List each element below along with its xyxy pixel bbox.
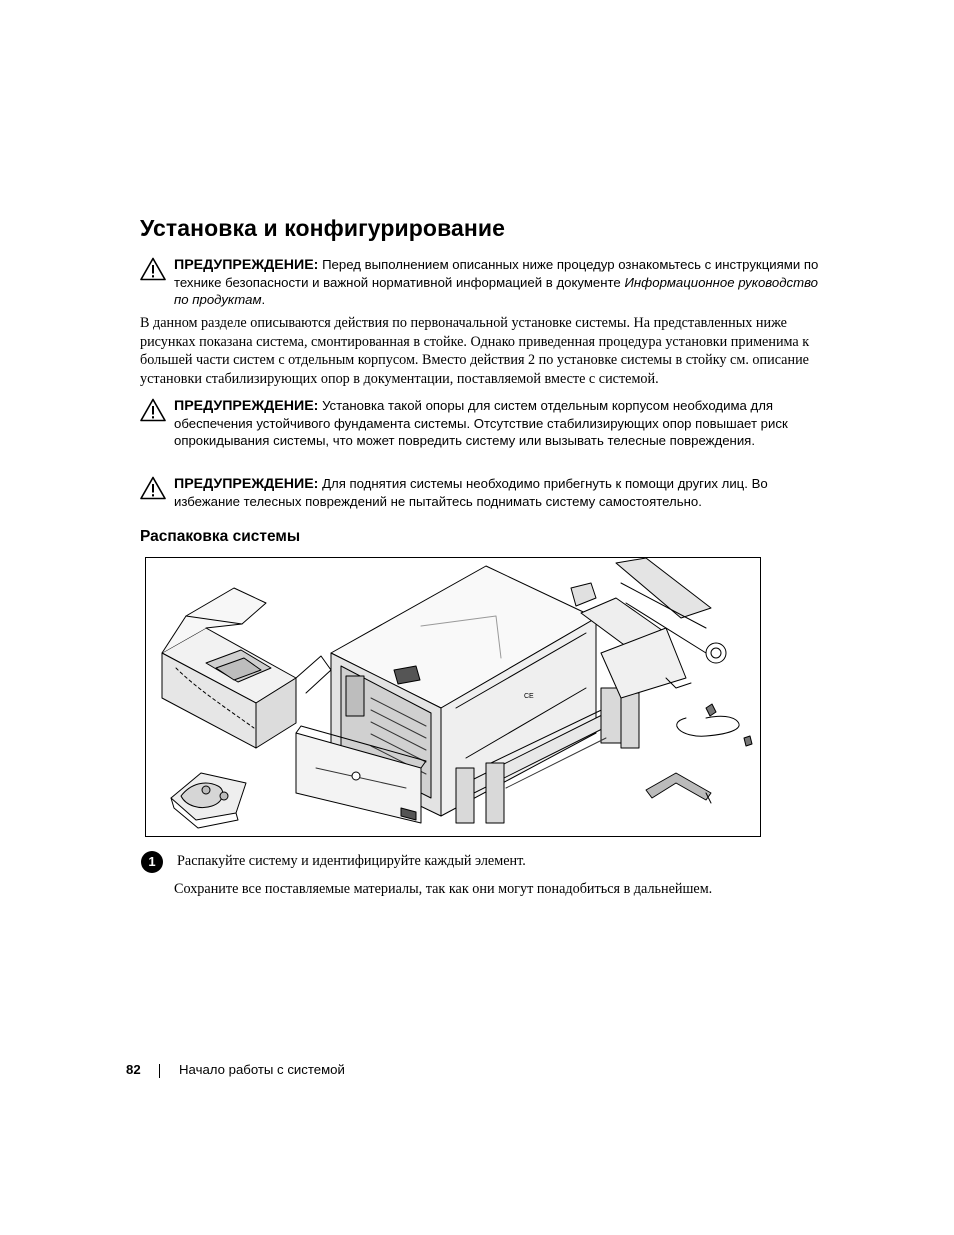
warning-label: ПРЕДУПРЕЖДЕНИЕ: [174, 257, 319, 273]
foam-insert-drawing [171, 773, 246, 828]
warning-block-2 [140, 397, 820, 449]
footer-separator [159, 1064, 160, 1078]
warning-tail: . [261, 292, 266, 307]
warning-body: Для поднятия системы необходимо прибегнуть к помощи других лиц. Во избежание телесных повреждений не пытайтесь поднимать систему самостоятельно. [174, 476, 768, 509]
power-cord-drawing [677, 704, 752, 746]
warning-document-reference: Информационное руководство по продуктам [174, 275, 819, 307]
unpacking-illustration [145, 557, 761, 837]
step-instruction: Распакуйте систему и идентифицируйте каждый элемент. [177, 853, 526, 869]
bracket-drawing [646, 773, 711, 803]
warning-text-3 [174, 475, 820, 510]
warning-label: ПРЕДУПРЕЖДЕНИЕ: [174, 398, 319, 414]
page-number: 82 [126, 1062, 141, 1077]
warning-body: Установка такой опоры для систем отдельным корпусом необходима для обеспечения устойчивого фундамента системы. Отсутствие стабилизирующих опор повышает риск опрокидывания системы, что может повредить систему или вызывать телесные повреждения. [174, 398, 788, 448]
warning-triangle-icon [140, 398, 166, 422]
warning-block-1 [140, 256, 820, 308]
warning-body: Перед выполнением описанных ниже процедур ознакомьтесь с инструкциями по технике безопасности и важной нормативной информацией в документе [174, 257, 819, 290]
page-title: Установка и конфигурирование [140, 215, 506, 241]
warning-label: ПРЕДУПРЕЖДЕНИЕ: [174, 476, 319, 492]
warning-text-2 [174, 397, 820, 449]
section-heading: Распаковка системы [140, 528, 301, 545]
warning-block-3 [140, 475, 820, 510]
warning-triangle-icon [140, 476, 166, 500]
warning-triangle-icon [140, 257, 166, 281]
svg-text:CE: CE [524, 693, 534, 700]
footer-title: Начало работы с системой [179, 1062, 345, 1077]
warning-text-1 [174, 256, 820, 308]
step-number-badge: 1 [141, 851, 163, 873]
shipping-box-drawing [162, 588, 331, 748]
step-note: Сохраните все поставляемые материалы, так как они могут понадобиться в дальнейшем. [174, 881, 713, 897]
intro-paragraph: В данном разделе описываются действия по первоначальной установке системы. На представленных ниже рисунках показана система, смонтированная в стойке. Однако приведенная процедура установки применима к большей части систем с отдельным корпусом. Вместо действия 2 по установке системы в стойку см. описание установки стабилизирующих опор в документации, поставляемой вместе с системой. [140, 315, 810, 387]
unpacking-drawing [146, 558, 761, 837]
